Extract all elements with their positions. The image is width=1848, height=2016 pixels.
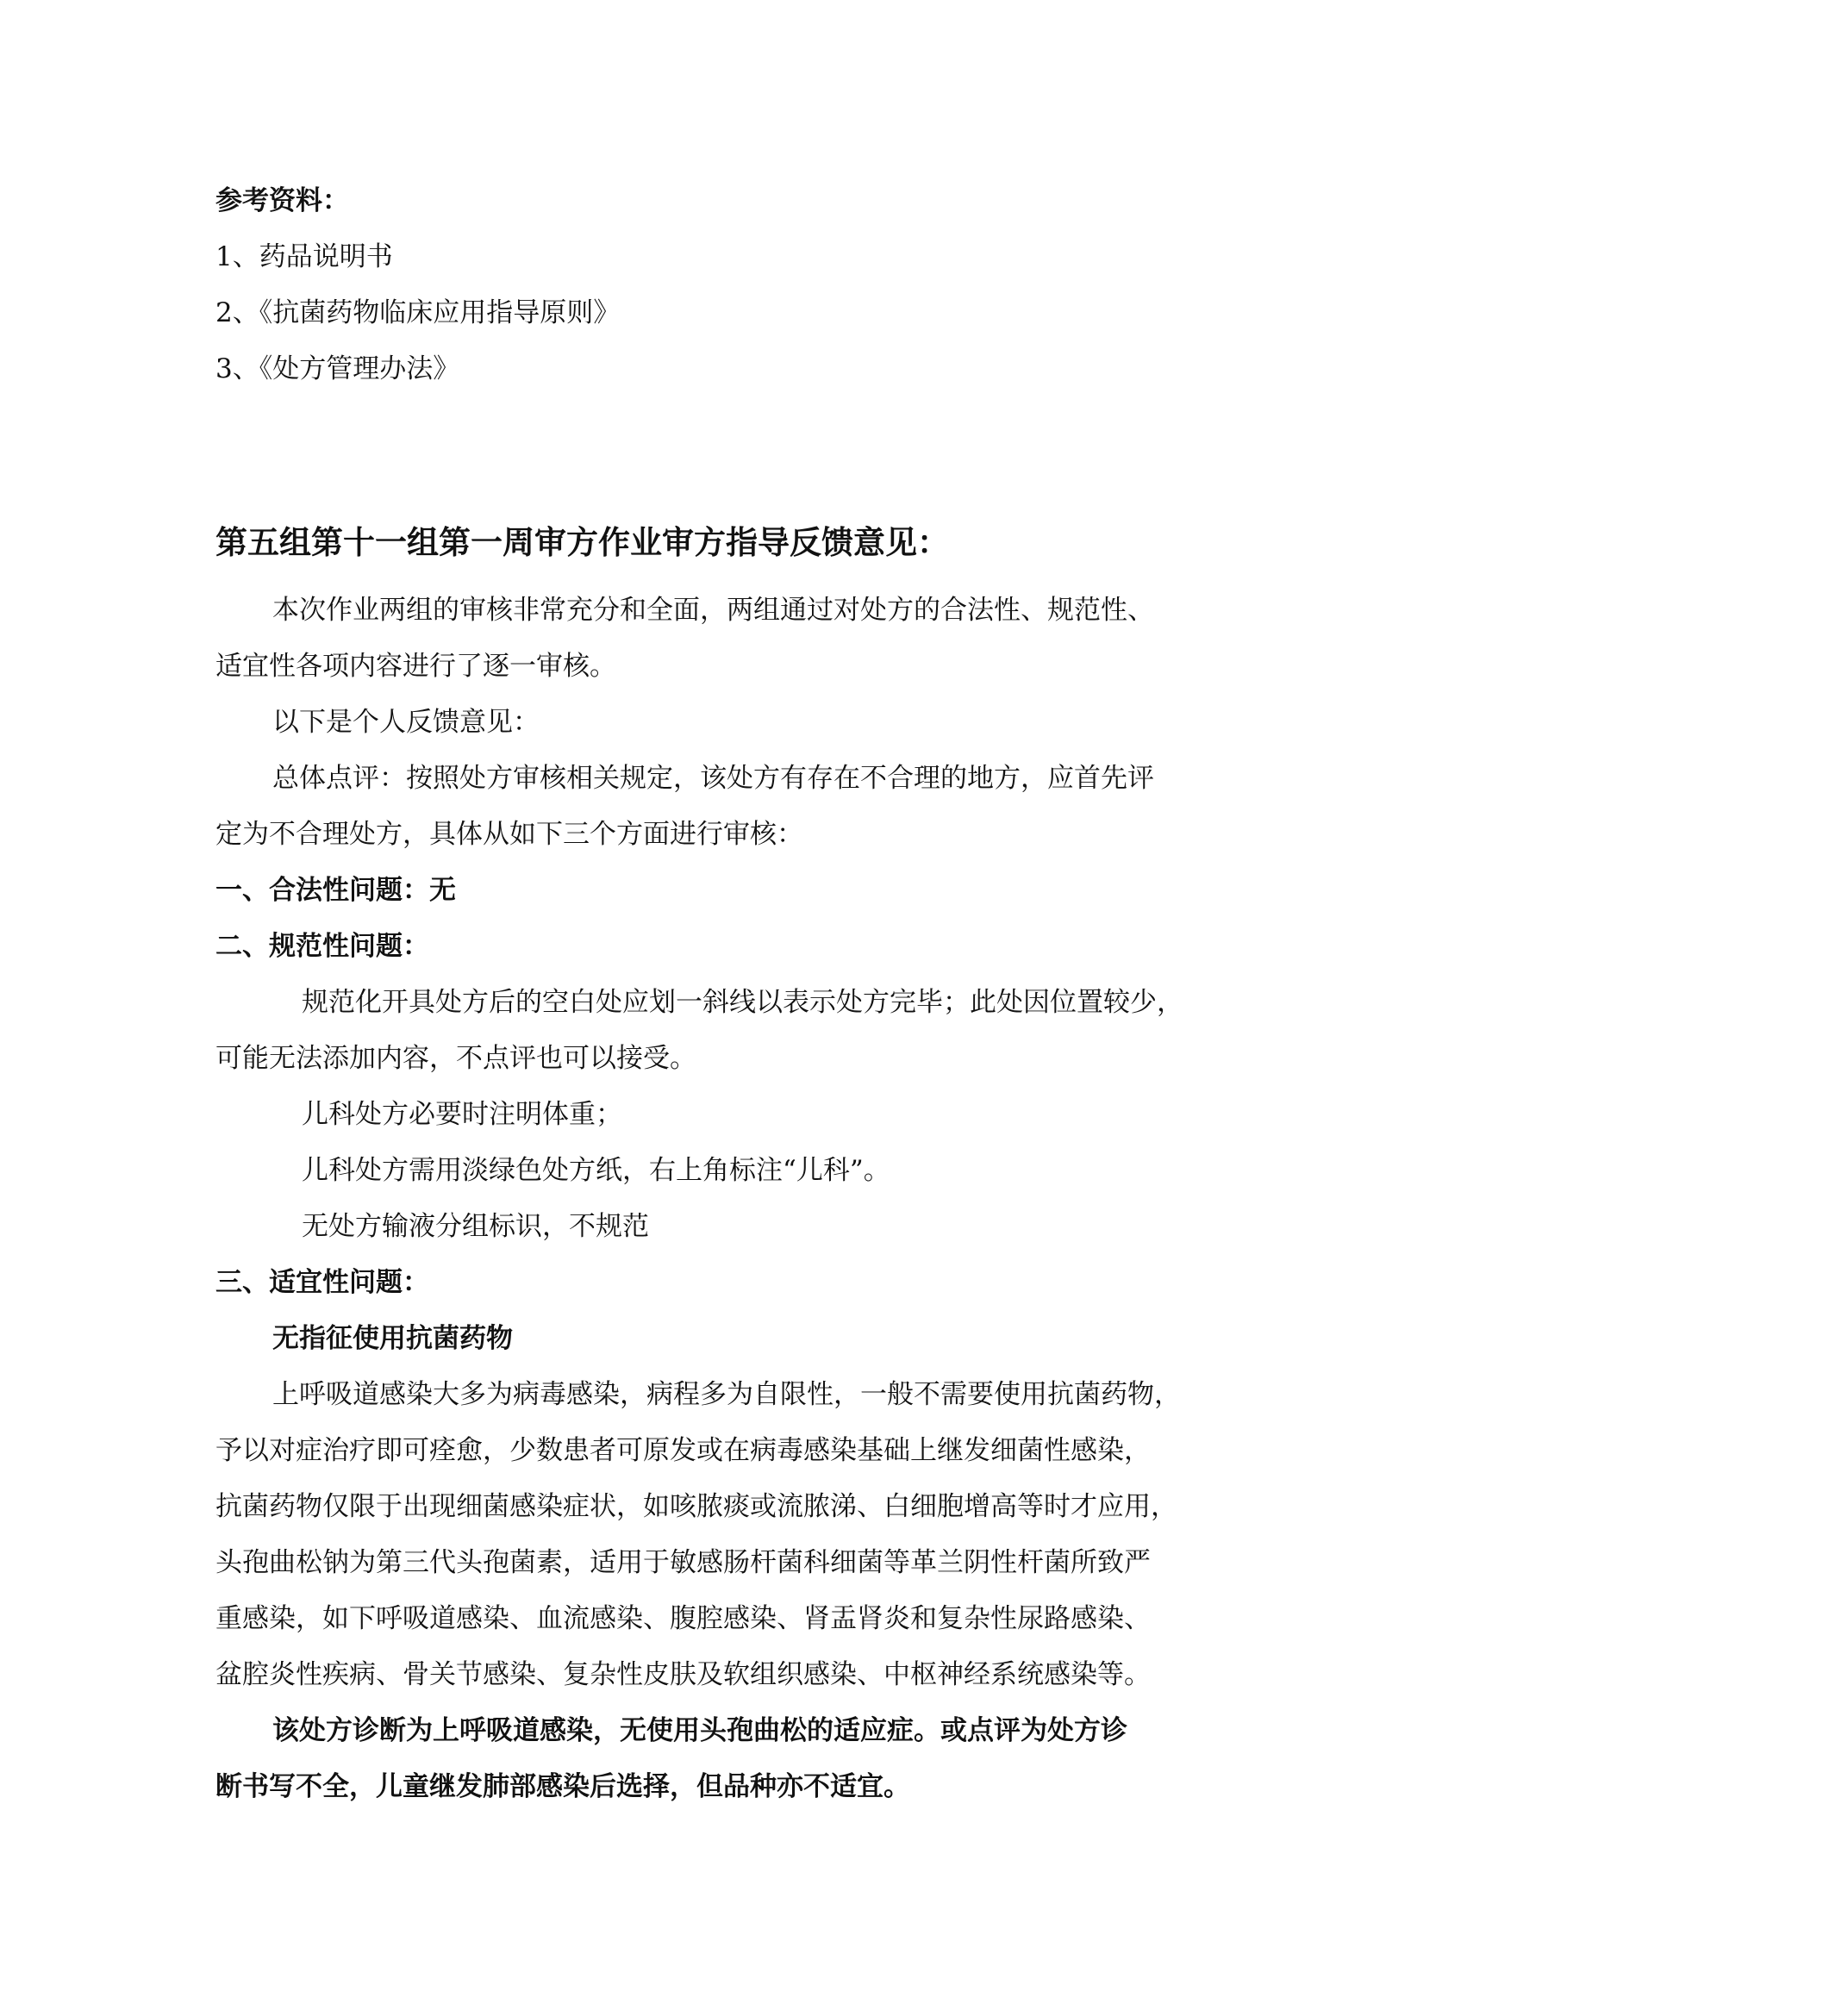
standardization-p4: 无处方输液分组标识，不规范 (302, 1211, 649, 1242)
reference-item-3: 3、《处方管理办法》 (215, 353, 460, 384)
appropriateness-body-line-5: 重感染，如下呼吸道感染、血流感染、腹腔感染、肾盂肾炎和复杂性尿路感染、 (215, 1603, 1151, 1634)
standardization-p1-line-1: 规范化开具处方后的空白处应划一斜线以表示处方完毕；此处因位置较少， (302, 987, 1183, 1018)
appropriateness-body-line-2: 予以对症治疗即可痊愈，少数患者可原发或在病毒感染基础上继发细菌性感染， (215, 1435, 1151, 1466)
conclusion-line-1: 该处方诊断为上呼吸道感染，无使用头孢曲松的适应症。或点评为处方诊 (272, 1715, 1127, 1746)
reference-item-1: 1、药品说明书 (215, 241, 393, 272)
reference-item-2: 2、《抗菌药物临床应用指导原则》 (215, 297, 621, 328)
standardization-p2: 儿科处方必要时注明体重； (302, 1099, 622, 1130)
overall-line-1: 总体点评：按照处方审核相关规定，该处方有存在不合理的地方，应首先评 (272, 763, 1154, 794)
section-appropriateness: 三、适宜性问题： (215, 1267, 429, 1298)
standardization-p3: 儿科处方需用淡绿色处方纸，右上角标注“儿科”。 (302, 1155, 890, 1186)
personal-feedback-label: 以下是个人反馈意见： (272, 707, 540, 738)
standardization-p1-line-2: 可能无法添加内容，不点评也可以接受。 (215, 1043, 696, 1074)
appropriateness-body-line-3: 抗菌药物仅限于出现细菌感染症状，如咳脓痰或流脓涕、白细胞增高等时才应用， (215, 1491, 1177, 1522)
appropriateness-body-line-1: 上呼吸道感染大多为病毒感染，病程多为自限性，一般不需要使用抗菌药物， (272, 1379, 1181, 1410)
references-title: 参考资料： (215, 185, 349, 216)
appropriateness-body-line-4: 头孢曲松钠为第三代头孢菌素，适用于敏感肠杆菌科细菌等革兰阴性杆菌所致严 (215, 1547, 1151, 1578)
appropriateness-subheading: 无指征使用抗菌药物 (272, 1323, 513, 1354)
section-standardization: 二、规范性问题： (215, 931, 429, 962)
overall-line-2: 定为不合理处方，具体从如下三个方面进行审核： (215, 819, 803, 850)
appropriateness-body-line-6: 盆腔炎性疾病、骨关节感染、复杂性皮肤及软组织感染、中枢神经系统感染等。 (215, 1659, 1151, 1690)
intro-line-1: 本次作业两组的审核非常充分和全面，两组通过对处方的合法性、规范性、 (272, 595, 1154, 626)
section-legality: 一、合法性问题：无 (215, 875, 456, 906)
feedback-heading: 第五组第十一组第一周审方作业审方指导反馈意见： (215, 524, 949, 561)
conclusion-line-2: 断书写不全，儿童继发肺部感染后选择，但品种亦不适宜。 (215, 1771, 910, 1802)
intro-line-2: 适宜性各项内容进行了逐一审核。 (215, 651, 616, 682)
